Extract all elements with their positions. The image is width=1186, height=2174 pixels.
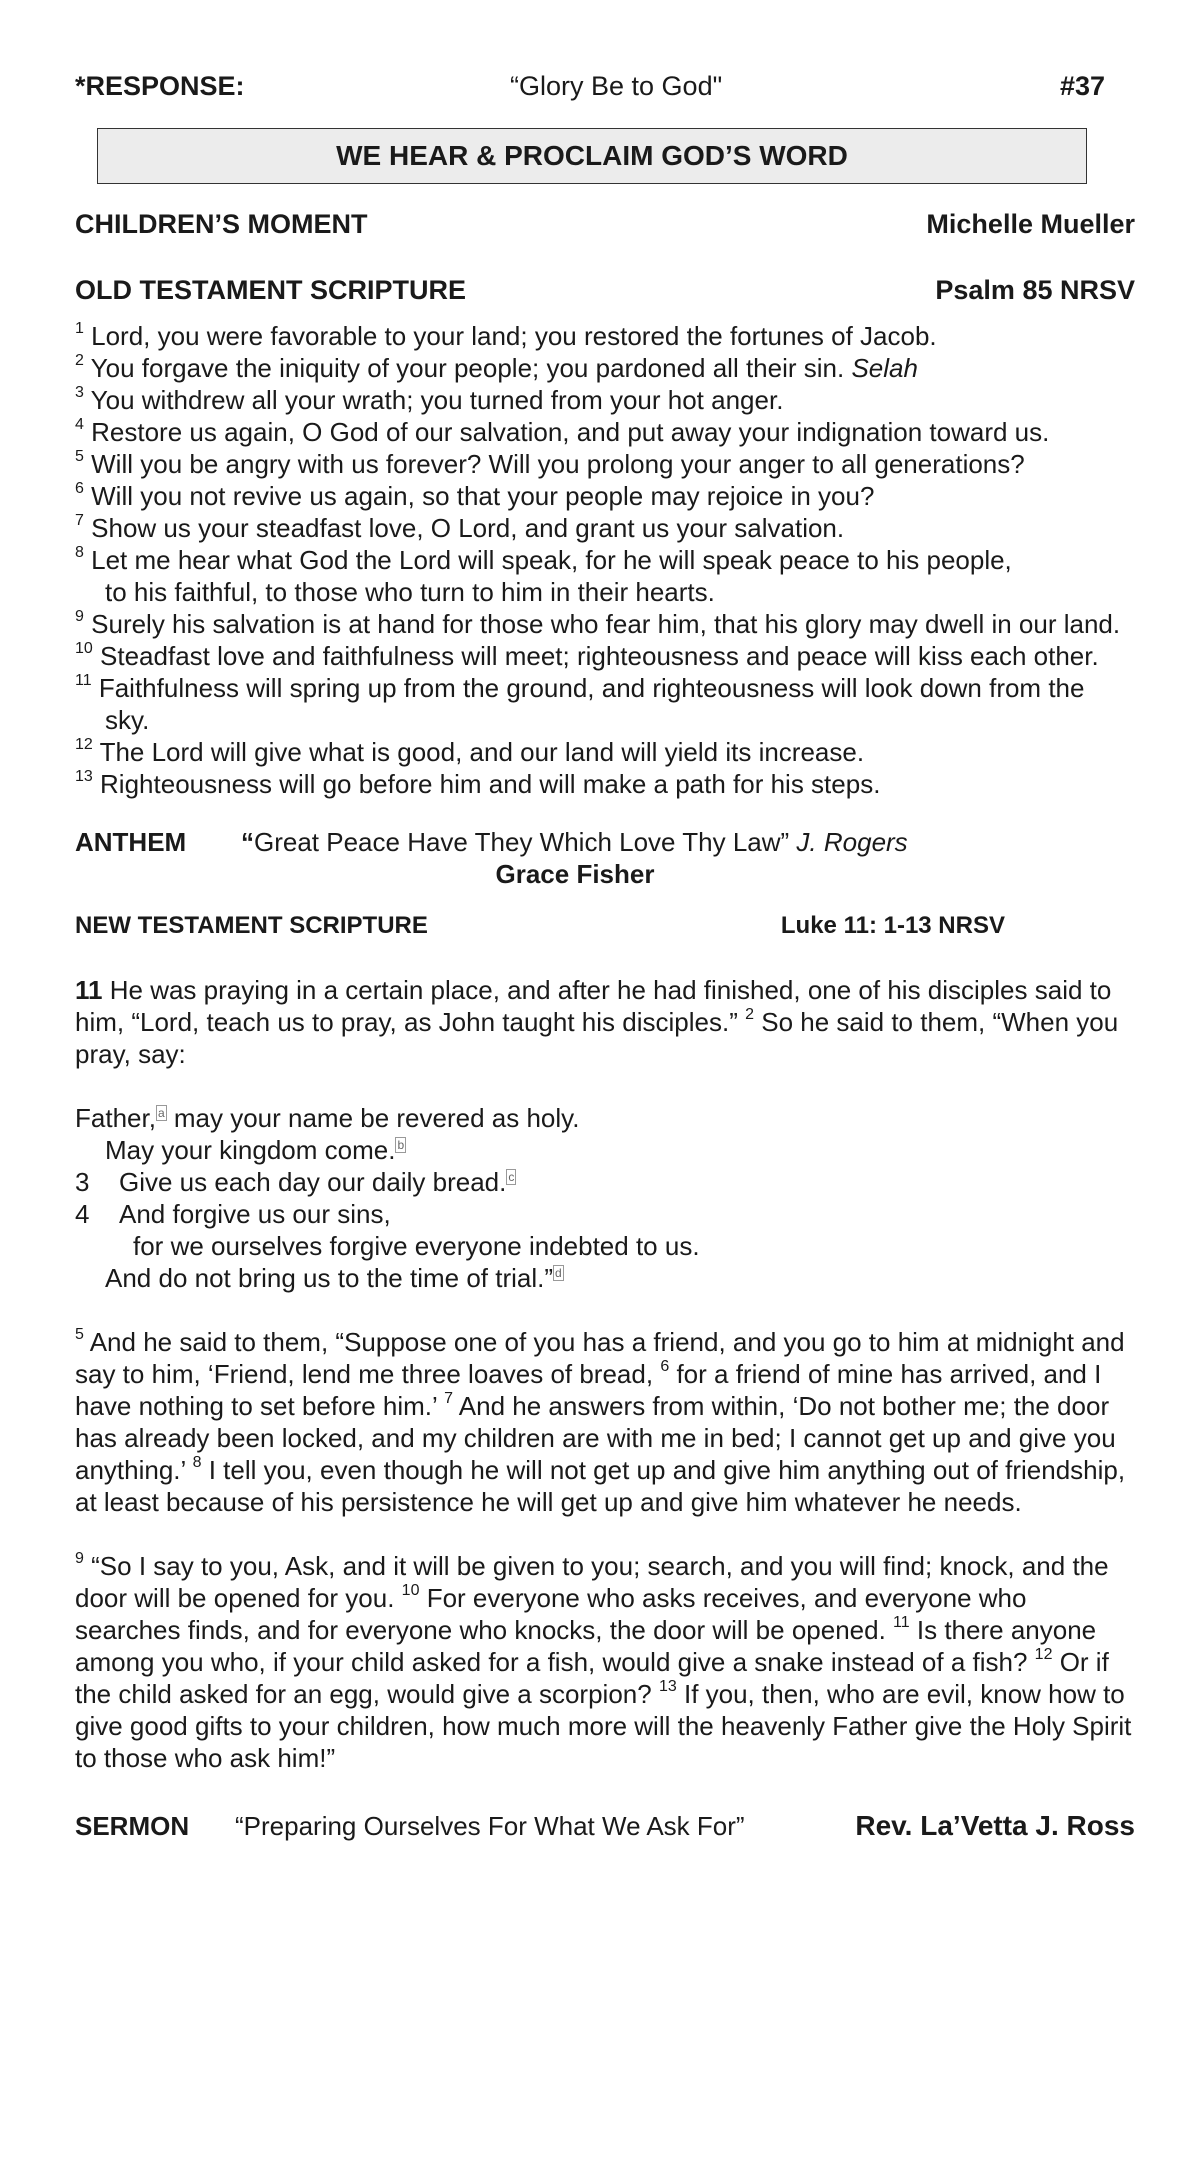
luke-paragraph-5 (75, 1326, 1135, 1518)
verse-text: Let me hear what God the Lord will speak, for he will speak peace to his people, (91, 545, 1012, 575)
prayer-line: for we ourselves forgive everyone indebted to us. (133, 1231, 700, 1261)
section-banner: WE HEAR & PROCLAIM GOD’S WORD (97, 128, 1087, 184)
verse-text: You forgave the iniquity of your people; you pardoned all their sin. (90, 353, 852, 383)
verse-number: 7 (444, 1390, 453, 1408)
verse-text: And he said to them, “Suppose one of you has a friend, and you go to him at midnight and say to him, ‘Friend, lend me three loaves of bread, (75, 1327, 1125, 1389)
verse-text: Surely his salvation is at hand for those who fear him, that his glory may dwell in our land. (91, 609, 1121, 639)
verse-number: 12 (75, 736, 93, 754)
anthem-composer: J. Rogers (796, 827, 908, 857)
verse-number: 2 (75, 352, 84, 370)
verse-number: 9 (75, 1550, 84, 1568)
verse-text: Or if the child asked for an egg, would give a scorpion? (75, 1647, 1109, 1709)
psalm-verse (75, 480, 1135, 512)
prayer-text: And forgive us our sins, (119, 1199, 391, 1229)
footnote-link[interactable]: d (555, 1266, 562, 1281)
prayer-text: May your kingdom come. (105, 1135, 396, 1165)
verse-number: 10 (401, 1582, 420, 1600)
verse-number: 9 (75, 608, 84, 626)
psalm-verse (75, 352, 1135, 384)
sermon-label: SERMON (75, 1811, 190, 1841)
bulletin-page (75, 70, 1135, 1842)
anthem-open-quote: “ (241, 827, 254, 857)
verse-text: And he answers from within, ‘Do not bother me; the door has already been locked, and my children are with me in bed; I cannot get up and give you anything.’ (75, 1391, 1116, 1485)
sermon-title: “Preparing Ourselves For What We Ask For” (235, 1811, 745, 1841)
verse-text: Will you not revive us again, so that your people may rejoice in you? (91, 481, 875, 511)
verse-number: 8 (75, 544, 84, 562)
response-number: #37 (1059, 71, 1105, 101)
verse-text: Faithfulness will spring up from the ground, and righteousness will look down from the (98, 673, 1085, 703)
psalm-verse (75, 608, 1135, 640)
prayer-line (75, 1134, 1135, 1166)
verse-number: 4 (75, 416, 84, 434)
verse-number: 5 (75, 1326, 84, 1344)
psalm-verse (75, 736, 1135, 768)
verse-number: 10 (75, 640, 93, 658)
verse-text: Restore us again, O God of our salvation, and put away your indignation toward us. (91, 417, 1050, 447)
verse-number: 3 (75, 384, 84, 402)
old-testament-heading (75, 274, 1135, 306)
prayer-line (75, 1102, 1135, 1134)
anthem-title: Great Peace Have They Which Love Thy Law” (254, 827, 790, 857)
prayer-text: Father, (75, 1103, 156, 1133)
luke-intro (75, 974, 1135, 1070)
psalm-verse (75, 448, 1135, 480)
childrens-moment-row (75, 208, 1135, 240)
verse-number: 6 (660, 1358, 670, 1376)
psalm-verse (75, 512, 1135, 544)
new-testament-reference: Luke 11: 1-13 NRSV (780, 912, 1005, 939)
old-testament-reference: Psalm 85 NRSV (935, 275, 1135, 305)
prayer-line (75, 1262, 1135, 1294)
response-title: “Glory Be to God" (510, 71, 723, 101)
verse-number: 1 (75, 320, 84, 338)
childrens-moment-leader: Michelle Mueller (926, 209, 1135, 239)
verse-text: You withdrew all your wrath; you turned from your hot anger. (90, 385, 784, 415)
verse-text: Will you be angry with us forever? Will you prolong your anger to all generations? (91, 449, 1025, 479)
verse-text: Steadfast love and faithfulness will meet; righteousness and peace will kiss each other. (100, 641, 1099, 671)
psalm-verse (75, 320, 1135, 352)
response-row (75, 70, 1135, 102)
response-label: *RESPONSE: (75, 71, 245, 101)
lords-prayer (75, 1102, 1135, 1294)
new-testament-label: NEW TESTAMENT SCRIPTURE (75, 912, 428, 939)
verse-italic: Selah (851, 353, 918, 383)
psalm-verse (75, 672, 1135, 704)
verse-text: He was praying in a certain place, and after he had finished, one of his disciples said to him, “Lord, teach us to pray, as John taught his disciples.” (75, 975, 1112, 1037)
psalm-verse-continuation: sky. (105, 705, 150, 735)
psalm-verse-continuation: to his faithful, to those who turn to him in their hearts. (105, 577, 715, 607)
verse-number: 12 (1034, 1646, 1053, 1664)
psalm-verse (75, 544, 1135, 576)
verse-text: The Lord will give what is good, and our land will yield its increase. (99, 737, 865, 767)
verse-text: For everyone who asks receives, and everyone who searches finds, and for everyone who knocks, the door will be opened. (75, 1583, 1027, 1645)
verse-number: 8 (192, 1454, 202, 1472)
verse-text: So he said to them, “When you pray, say: (75, 1007, 1119, 1069)
psalm-verses (75, 320, 1135, 800)
verse-number: 4 (75, 1199, 90, 1229)
new-testament-heading (75, 910, 1135, 942)
verse-text: for a friend of mine has arrived, and I have nothing to set before him.’ (75, 1359, 1102, 1421)
verse-number: 11 (75, 672, 92, 690)
sermon-preacher: Rev. La’Vetta J. Ross (855, 1810, 1135, 1841)
psalm-verse (75, 640, 1135, 672)
footnote-link[interactable]: a (157, 1106, 165, 1121)
verse-number: 11 (75, 975, 103, 1005)
verse-text: If you, then, who are evil, know how to give good gifts to your children, how much more will the heavenly Father give the Holy Spirit to those who ask him!” (75, 1679, 1132, 1773)
prayer-text: may your name be revered as holy. (166, 1103, 580, 1133)
verse-text: Lord, you were favorable to your land; you restored the fortunes of Jacob. (91, 321, 937, 351)
verse-number: 11 (893, 1614, 910, 1632)
prayer-line (75, 1198, 1135, 1230)
prayer-text: Give us each day our daily bread. (119, 1167, 507, 1197)
luke-paragraph-9 (75, 1550, 1135, 1774)
prayer-line (75, 1166, 1135, 1198)
verse-text: Righteousness will go before him and will make a path for his steps. (100, 769, 881, 799)
verse-text: Is there anyone among you who, if your child asked for a fish, would give a snake instead of a fish? (75, 1615, 1097, 1677)
anthem-label: ANTHEM (75, 827, 187, 857)
old-testament-label: OLD TESTAMENT SCRIPTURE (75, 275, 466, 305)
prayer-text: And do not bring us to the time of trial.” (105, 1263, 554, 1293)
psalm-verse (75, 416, 1135, 448)
psalm-verse (75, 384, 1135, 416)
verse-number: 6 (75, 480, 84, 498)
verse-text: Show us your steadfast love, O Lord, and grant us your salvation. (91, 513, 845, 543)
verse-number: 5 (75, 448, 84, 466)
footnote-link[interactable]: c (508, 1170, 515, 1185)
footnote-link[interactable]: b (397, 1138, 405, 1153)
childrens-moment-label: CHILDREN’S MOMENT (75, 209, 368, 239)
verse-number: 13 (658, 1678, 677, 1696)
verse-text: “So I say to you, Ask, and it will be given to you; search, and you will find; knock, and the door will be opened for you. (75, 1551, 1109, 1613)
verse-number: 3 (75, 1167, 90, 1197)
verse-text: I tell you, even though he will not get up and give him anything out of friendship, at least because of his persistence he will get up and give him whatever he needs. (75, 1455, 1126, 1517)
psalm-verse (75, 768, 1135, 800)
verse-number: 7 (75, 512, 84, 530)
verse-number: 13 (75, 768, 93, 786)
anthem-row (75, 826, 1135, 858)
sermon-row (75, 1810, 1135, 1842)
verse-number: 2 (745, 1006, 754, 1024)
anthem-performer: Grace Fisher (495, 859, 655, 889)
